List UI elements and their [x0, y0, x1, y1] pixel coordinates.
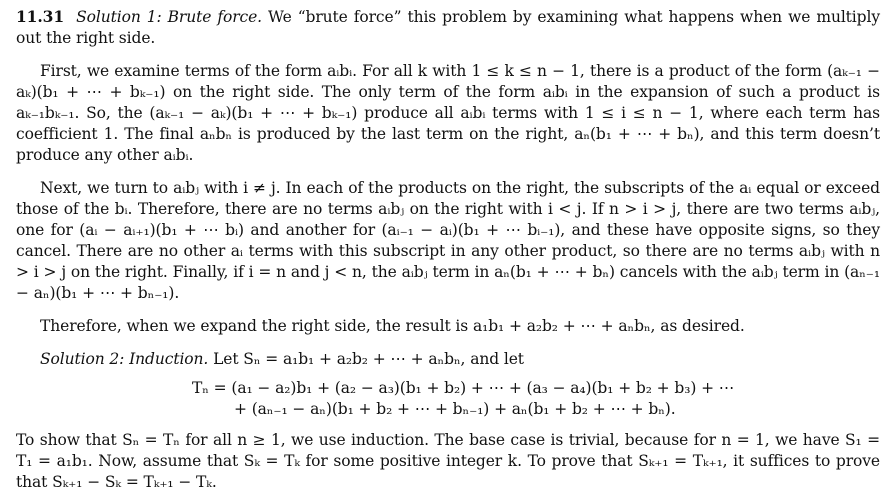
problem-number: 11.31 [16, 7, 65, 26]
solution2-intro-paragraph [16, 349, 880, 370]
solution1-paragraph-1: First, we examine terms of the form aᵢbᵢ. For all k with 1 ≤ k ≤ n − 1, there is a product of the form (aₖ₋₁ − aₖ)(b₁ + ⋯ + bₖ₋₁) on the right side. The only term of the form aᵢbᵢ in the expansion of such a product is aₖ₋₁bₖ₋₁. So, the (aₖ₋₁ − aₖ)(b₁ + ⋯ + bₖ₋₁) produce all aᵢbᵢ terms with 1 ≤ i ≤ n − 1, where each term has coefficient 1. The final aₙbₙ is produced by the last term on the right, aₙ(b₁ + ⋯ + bₙ), and this term doesn’t produce any other aᵢbᵢ. [16, 62, 880, 164]
display-equation [16, 378, 880, 420]
solution1-paragraph-2: Next, we turn to aᵢbⱼ with i ≠ j. In each of the products on the right, the subscripts of the aᵢ equal or exceed those of the bᵢ. Therefore, there are no terms aᵢbⱼ on the right with i < j. If n > i > j, there are two terms aᵢbⱼ, one for (aᵢ − aᵢ₊₁)(b₁ + ⋯ bᵢ) and another for (aᵢ₋₁ − aᵢ)(b₁ + ⋯ bᵢ₋₁), and these have opposite signs, so they cancel. There are no other aᵢ terms with this subscript in any other product, so there are no terms aᵢbⱼ with n > i > j on the right. Finally, if i = n and j < n, the aᵢbⱼ term in aₙ(b₁ + ⋯ + bₙ) cancels with the aᵢbⱼ term in (aₙ₋₁ − aₙ)(b₁ + ⋯ + bₙ₋₁). [16, 179, 880, 302]
solution2-heading: Solution 2: Induction. [40, 350, 209, 368]
solution2-paragraph-last: To show that Sₙ = Tₙ for all n ≥ 1, we use induction. The base case is trivial, because for n = 1, we have S₁ = T₁ = a₁b₁. Now, assume that Sₖ = Tₖ for some positive integer k. To prove that Sₖ₊₁ = Tₖ₊₁, it suffices to prove that Sₖ₊₁ − Sₖ = Tₖ₊₁ − Tₖ. [16, 431, 880, 491]
solution1-heading: Solution 1: Brute force. [76, 8, 262, 26]
solution-page [16, 6, 880, 493]
solution1-intro-paragraph [16, 6, 880, 49]
equation-line-1: Tₙ = (a₁ − a₂)b₁ + (a₂ − a₃)(b₁ + b₂) + ⋯ + (a₃ − a₄)(b₁ + b₂ + b₃) + ⋯ [192, 379, 735, 397]
equation-line-2: + (aₙ₋₁ − aₙ)(b₁ + b₂ + ⋯ + bₙ₋₁) + aₙ(b₁ + b₂ + ⋯ + bₙ). [234, 400, 676, 418]
solution1-intro-text: We “brute force” this problem by examining what happens when we multiply out the right side. [16, 8, 881, 47]
solution1-paragraph-3: Therefore, when we expand the right side, the result is a₁b₁ + a₂b₂ + ⋯ + aₙbₙ, as desired. [40, 317, 745, 335]
solution2-intro-text: Let Sₙ = a₁b₁ + a₂b₂ + ⋯ + aₙbₙ, and let [213, 350, 524, 368]
